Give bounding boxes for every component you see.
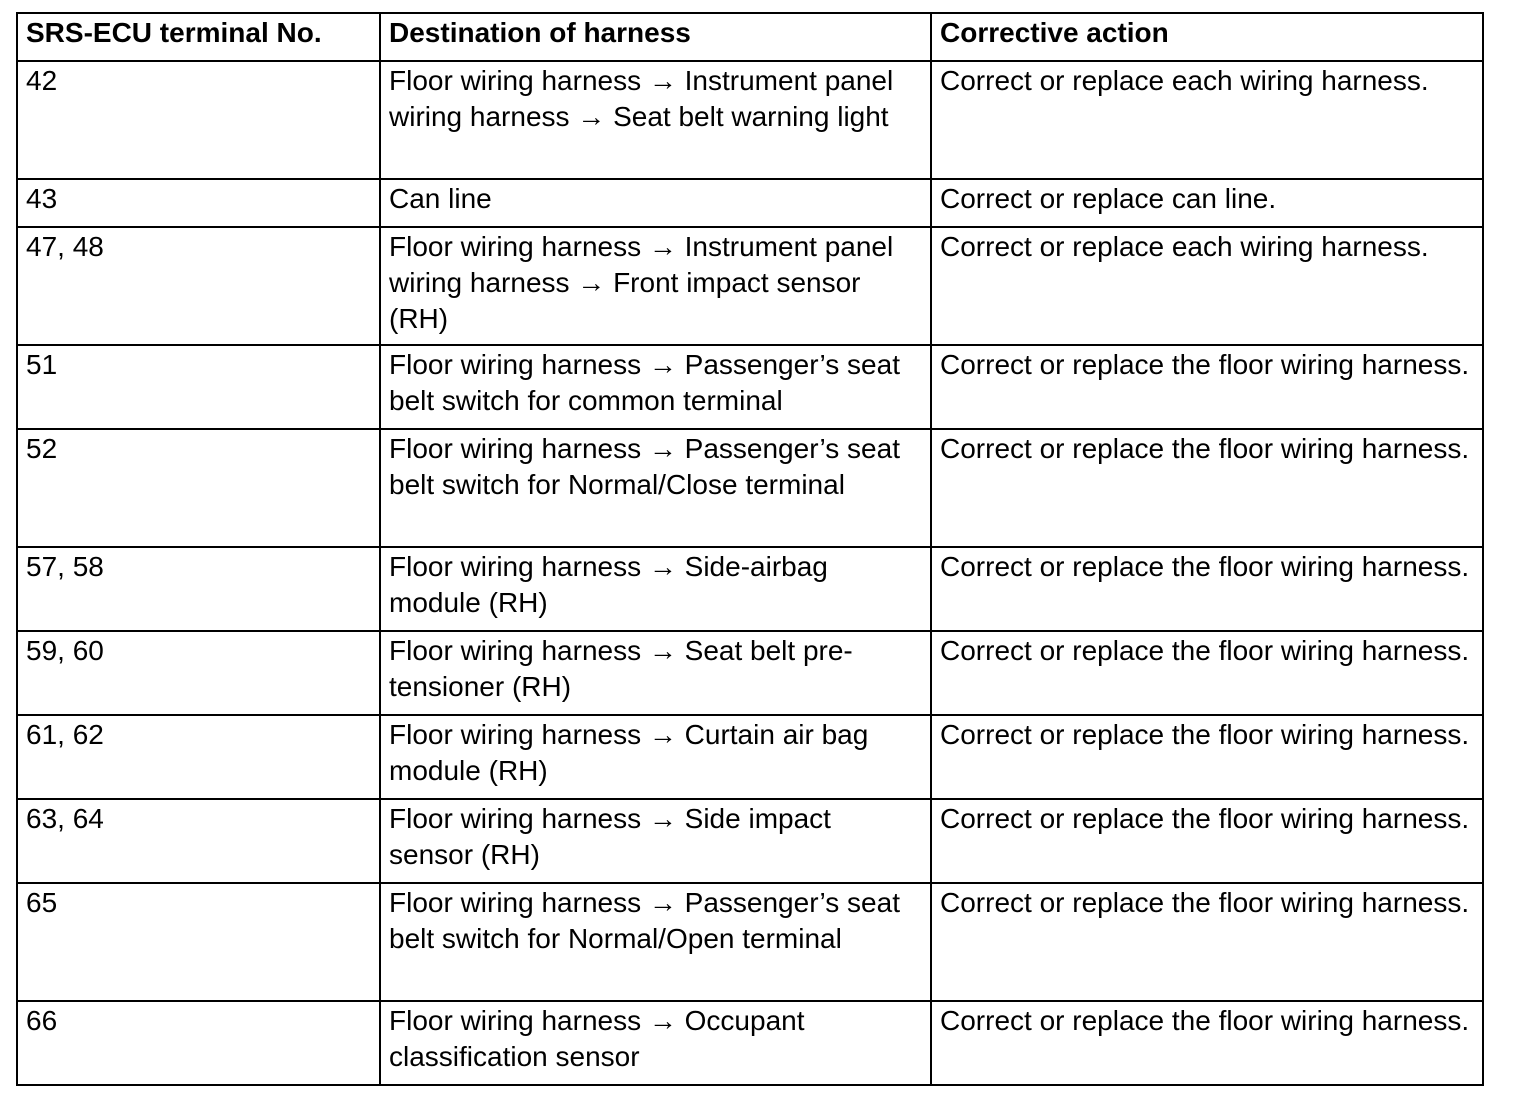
terminal-cell: 59, 60 xyxy=(17,631,380,715)
destination-cell: Floor wiring harness → Passenger’s seat belt switch for common terminal xyxy=(380,345,931,429)
table-row xyxy=(17,1001,1483,1085)
table-row xyxy=(17,429,1483,547)
destination-cell: Floor wiring harness → Instrument panel wiring harness → Seat belt warning light xyxy=(380,61,931,179)
table-row xyxy=(17,883,1483,1001)
terminal-cell: 47, 48 xyxy=(17,227,380,345)
destination-cell: Floor wiring harness → Passenger’s seat belt switch for Normal/Close terminal xyxy=(380,429,931,547)
table-row xyxy=(17,547,1483,631)
action-cell: Correct or replace the floor wiring harness. xyxy=(931,345,1483,429)
header-terminal-no: SRS-ECU terminal No. xyxy=(17,13,380,61)
destination-cell: Floor wiring harness → Side-airbag module (RH) xyxy=(380,547,931,631)
header-corrective-action: Corrective action xyxy=(931,13,1483,61)
terminal-cell: 57, 58 xyxy=(17,547,380,631)
action-cell: Correct or replace the floor wiring harness. xyxy=(931,631,1483,715)
action-cell: Correct or replace the floor wiring harness. xyxy=(931,799,1483,883)
action-cell: Correct or replace the floor wiring harness. xyxy=(931,1001,1483,1085)
terminal-cell: 65 xyxy=(17,883,380,1001)
table-row xyxy=(17,715,1483,799)
terminal-cell: 61, 62 xyxy=(17,715,380,799)
action-cell: Correct or replace the floor wiring harness. xyxy=(931,547,1483,631)
terminal-cell: 63, 64 xyxy=(17,799,380,883)
action-cell: Correct or replace can line. xyxy=(931,179,1483,227)
action-cell: Correct or replace each wiring harness. xyxy=(931,61,1483,179)
table-row xyxy=(17,227,1483,345)
destination-cell: Can line xyxy=(380,179,931,227)
table-row xyxy=(17,631,1483,715)
destination-cell: Floor wiring harness → Instrument panel wiring harness → Front impact sensor (RH) xyxy=(380,227,931,345)
terminal-cell: 43 xyxy=(17,179,380,227)
action-cell: Correct or replace the floor wiring harness. xyxy=(931,429,1483,547)
terminal-cell: 51 xyxy=(17,345,380,429)
action-cell: Correct or replace the floor wiring harness. xyxy=(931,715,1483,799)
terminal-cell: 42 xyxy=(17,61,380,179)
table-header-row xyxy=(17,13,1483,61)
action-cell: Correct or replace each wiring harness. xyxy=(931,227,1483,345)
srs-ecu-terminal-table xyxy=(16,12,1484,1086)
table-row xyxy=(17,179,1483,227)
destination-cell: Floor wiring harness → Side impact sensor (RH) xyxy=(380,799,931,883)
table-row xyxy=(17,799,1483,883)
action-cell: Correct or replace the floor wiring harness. xyxy=(931,883,1483,1001)
terminal-cell: 66 xyxy=(17,1001,380,1085)
destination-cell: Floor wiring harness → Curtain air bag module (RH) xyxy=(380,715,931,799)
destination-cell: Floor wiring harness → Seat belt pre-tensioner (RH) xyxy=(380,631,931,715)
destination-cell: Floor wiring harness → Passenger’s seat belt switch for Normal/Open terminal xyxy=(380,883,931,1001)
table-row xyxy=(17,345,1483,429)
header-destination: Destination of harness xyxy=(380,13,931,61)
destination-cell: Floor wiring harness → Occupant classification sensor xyxy=(380,1001,931,1085)
terminal-cell: 52 xyxy=(17,429,380,547)
table-row xyxy=(17,61,1483,179)
